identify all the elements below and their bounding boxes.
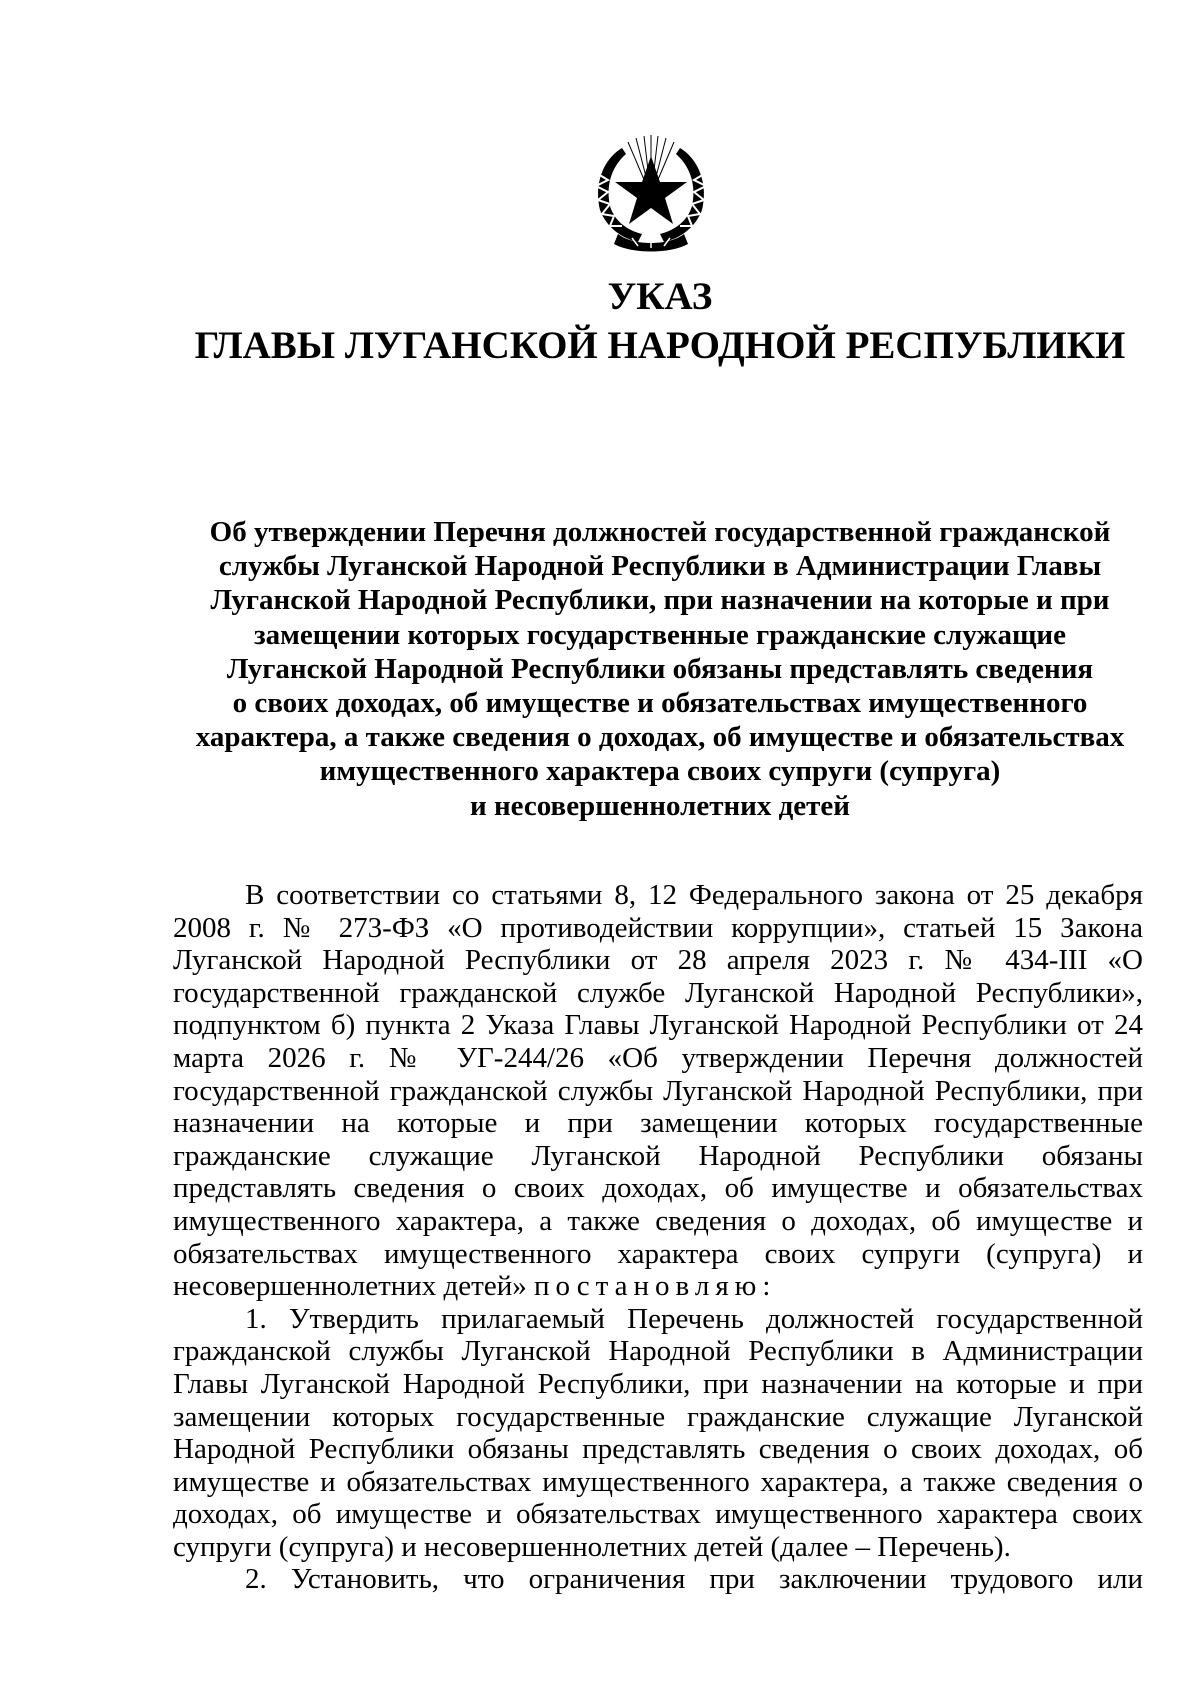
decree-verb: постановляю:: [534, 1270, 777, 1303]
subject-line: Луганской Народной Республики, при назначении на которые и при: [210, 584, 1110, 617]
subject-line: замещении которых государственные гражданские служащие: [253, 618, 1067, 651]
decree-header: [150, 272, 1170, 370]
preamble-paragraph: [173, 879, 1143, 1303]
decree-subject: [150, 515, 1170, 823]
subject-line: имущественного характера своих супруги (супруга): [319, 755, 1001, 788]
decree-title: УКАЗ: [607, 275, 713, 318]
item-2-paragraph: 2. Установить, что ограничения при заключении трудового или: [245, 1563, 1143, 1596]
subject-line: Об утверждении Перечня должностей государственной гражданской: [209, 516, 1111, 548]
decree-authority: ГЛАВЫ ЛУГАНСКОЙ НАРОДНОЙ РЕСПУБЛИКИ: [194, 324, 1126, 367]
decree-body: [173, 879, 1143, 1596]
state-emblem-icon: [588, 134, 714, 252]
subject-line: и несовершеннолетних детей: [469, 789, 851, 822]
item-1-paragraph: 1. Утвердить прилагаемый Перечень должностей государственной гражданской службы Луганской Народной Республики в Администрации Главы Луганской Народной Республики, при назначении на которые и при замещении которых государственные гражданские служащие Луганской Народной Республики обязаны представлять сведения о своих доходах, об имуществе и обязательствах имущественного характера, а также сведения о доходах, об имуществе и обязательствах имущественного характера своих супруги (супруга) и несовершеннолетних детей (далее – Перечень).: [173, 1302, 1143, 1563]
preamble-text: В соответствии со статьями 8, 12 Федерального закона от 25 декабря 2008 г. № 273-ФЗ «О противодействии коррупции», статьей 15 Закона Луганской Народной Республики от 28 апреля 2023 г. № 434-III «О государственной гражданской службе Луганской Народной Республики», подпунктом б) пункта 2 Указа Главы Луганской Народной Республики от 24 марта 2026 г. № УГ-244/26 «Об утверждении Перечня должностей государственной гражданской службы Луганской Народной Республики, при назначении на которые и при замещении которых государственные гражданские служащие Луганской Народной Республики обязаны представлять сведения о своих доходах, об имуществе и обязательствах имущественного характера, а также сведения о доходах, об имуществе и обязательствах имущественного характера своих супруги (супруга) и несовершеннолетних детей»: [173, 879, 1143, 1303]
subject-line: о своих доходах, об имуществе и обязательствах имущественного: [232, 687, 1088, 720]
subject-line: службы Луганской Народной Республики в Администрации Главы: [218, 550, 1102, 583]
subject-line: характера, а также сведения о доходах, об имуществе и обязательствах: [195, 721, 1125, 754]
subject-line: Луганской Народной Республики обязаны представлять сведения: [226, 652, 1094, 685]
